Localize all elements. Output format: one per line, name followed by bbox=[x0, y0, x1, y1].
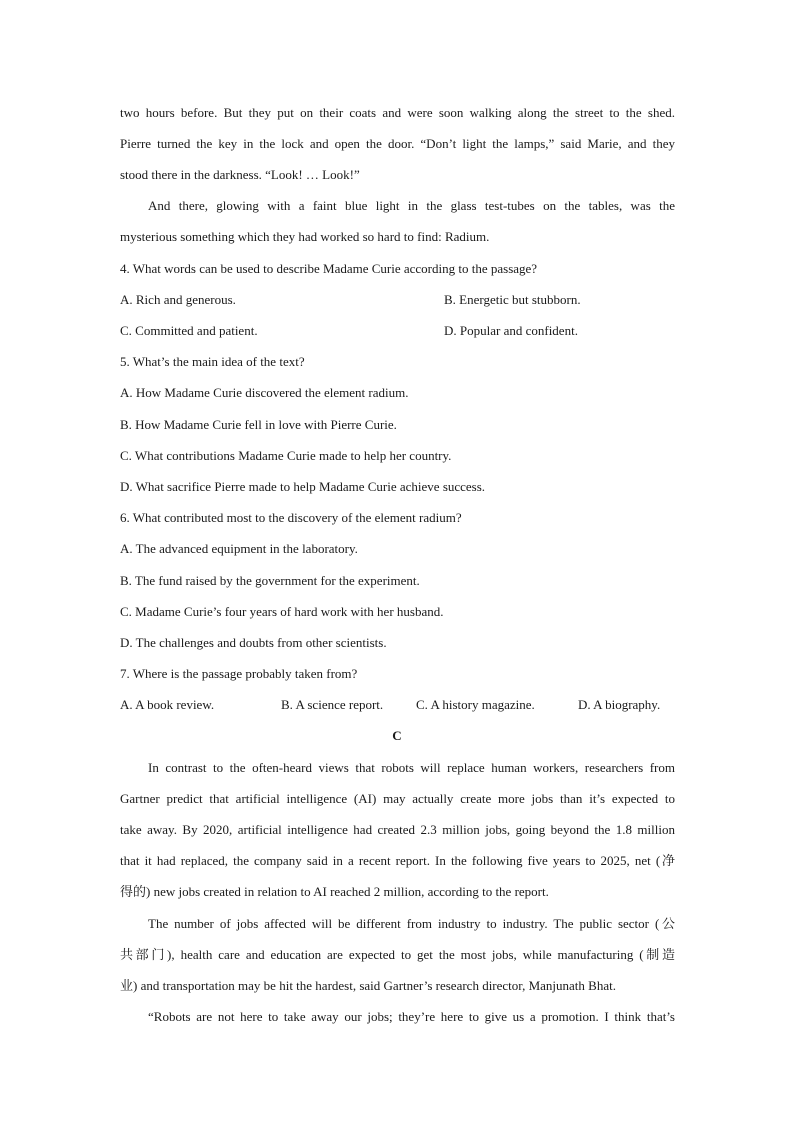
passage-line: 得的) new jobs created in relation to AI reached 2 million, according to the report. bbox=[120, 884, 549, 899]
question-7-stem: 7. Where is the passage probably taken from? bbox=[120, 666, 358, 681]
passage-line: mysterious something which they had worked so hard to find: Radium. bbox=[120, 229, 490, 244]
passage-line: stood there in the darkness. “Look! … Look!” bbox=[120, 167, 360, 182]
section-heading: C bbox=[392, 728, 402, 743]
question-6-stem: 6. What contributed most to the discovery of the element radium? bbox=[120, 510, 462, 525]
passage-line: that it had replaced, the company said in a recent report. In the following five years to 2025, net (净 bbox=[120, 853, 675, 868]
question-4-option-b: B. Energetic but stubborn. bbox=[444, 292, 581, 307]
question-5-option-b: B. How Madame Curie fell in love with Pierre Curie. bbox=[120, 417, 397, 432]
question-7-option-b: B. A science report. bbox=[281, 697, 384, 712]
passage-line: The number of jobs affected will be different from industry to industry. The public sector (公 bbox=[148, 916, 675, 931]
question-6-option-c: C. Madame Curie’s four years of hard work with her husband. bbox=[120, 604, 444, 619]
passage-line: 共部门), health care and education are expected to get the most jobs, while manufacturing (制造 bbox=[120, 947, 675, 962]
question-5-stem: 5. What’s the main idea of the text? bbox=[120, 354, 305, 369]
passage-line: In contrast to the often-heard views that robots will replace human workers, researchers from bbox=[148, 760, 675, 775]
passage-line: Gartner predict that artificial intelligence (AI) may actually create more jobs than it’s expected to bbox=[120, 791, 675, 806]
passage-line: “Robots are not here to take away our jobs; they’re here to give us a promotion. I think that’s bbox=[148, 1009, 675, 1024]
passage-line: take away. By 2020, artificial intelligence had created 2.3 million jobs, going beyond the 1.8 million bbox=[120, 822, 675, 837]
question-7-option-c: C. A history magazine. bbox=[416, 697, 535, 712]
question-5-option-a: A. How Madame Curie discovered the element radium. bbox=[120, 385, 409, 400]
passage-line: two hours before. But they put on their coats and were soon walking along the street to the shed. bbox=[120, 105, 675, 120]
question-5-option-d: D. What sacrifice Pierre made to help Madame Curie achieve success. bbox=[120, 479, 486, 494]
question-4-option-d: D. Popular and confident. bbox=[444, 323, 578, 338]
question-4-option-c: C. Committed and patient. bbox=[120, 323, 258, 338]
question-7-option-a: A. A book review. bbox=[120, 697, 215, 712]
question-7-option-d: D. A biography. bbox=[578, 697, 661, 712]
question-6-option-a: A. The advanced equipment in the laboratory. bbox=[120, 541, 358, 556]
question-6-option-b: B. The fund raised by the government for the experiment. bbox=[120, 573, 420, 588]
passage-line: And there, glowing with a faint blue light in the glass test-tubes on the tables, was the bbox=[148, 198, 675, 213]
passage-line: 业) and transportation may be hit the hardest, said Gartner’s research director, Manjunath Bhat. bbox=[120, 978, 616, 993]
question-6-option-d: D. The challenges and doubts from other scientists. bbox=[120, 635, 387, 650]
passage-line: Pierre turned the key in the lock and open the door. “Don’t light the lamps,” said Marie, and they bbox=[120, 136, 675, 151]
question-5-option-c: C. What contributions Madame Curie made to help her country. bbox=[120, 448, 452, 463]
question-4-option-a: A. Rich and generous. bbox=[120, 292, 236, 307]
question-4-stem: 4. What words can be used to describe Madame Curie according to the passage? bbox=[120, 261, 538, 276]
